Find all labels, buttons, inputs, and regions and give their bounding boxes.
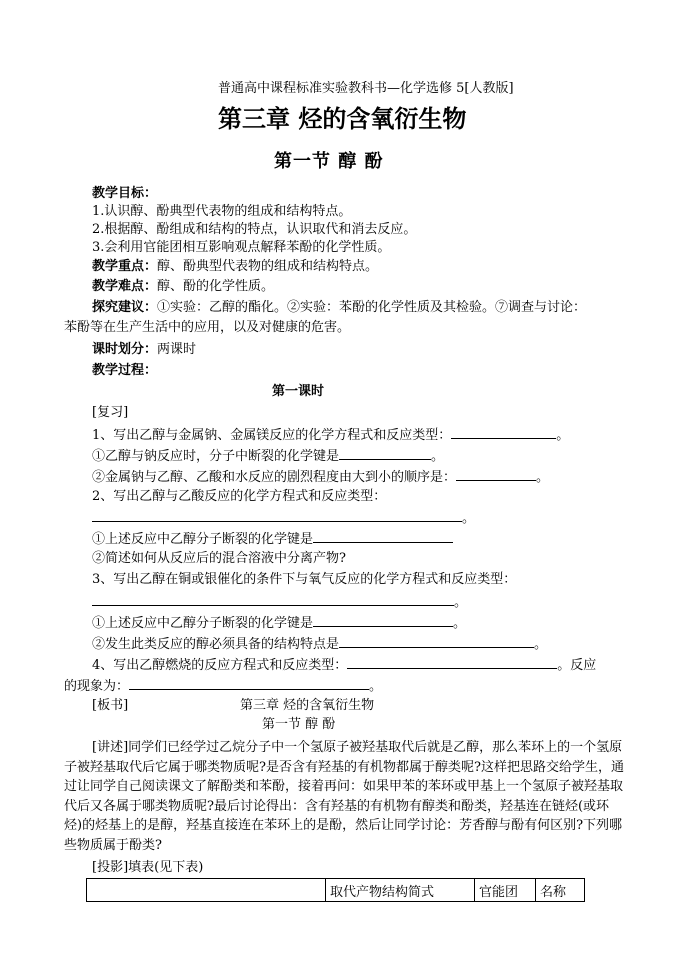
question-3b [92, 634, 547, 653]
lecture-paragraph: [讲述]同学们已经学过乙烷分子中一个氢原子被羟基取代后就是乙醇，那么苯环上的一个氢原子被羟基取代后它属于哪类物质呢?是否含有羟基的有机物都属于醇类呢?这样把思路交给学生，通过让同学自己阅读课文了解酚类和苯酚，接着再问：如果甲苯的苯环或甲基上一个氢原子被羟基取代后又各属于哪类物质呢?最后讨论得出：含有羟基的有机物有醇类和酚类，羟基连在链烃(或环烃)的烃基上的是醇，羟基直接连在苯环上的是酚，然后让同学讨论：芳香醇与酚有何区别?下列哪些物质属于酚类? [64, 740, 624, 853]
difficulty-text: 醇、酚的化学性质。 [157, 279, 275, 294]
question-4-cont-text: 的现象为： [64, 679, 130, 694]
table-header-cell: 官能团 [475, 879, 536, 902]
schedule-line [92, 341, 196, 358]
question-3a [92, 613, 466, 632]
answer-blank [92, 508, 462, 522]
answer-blank [451, 425, 556, 439]
answer-line [92, 508, 475, 527]
period: 。 [536, 470, 550, 485]
goal-item: 2.根据醇、酚组成和结构的特点，认识取代和消去反应。 [92, 222, 417, 237]
board-section: 第一节 醇 酚 [262, 717, 336, 732]
difficulty-label: 教学难点： [92, 279, 158, 294]
period: 。 [454, 595, 468, 610]
inquiry-label: 探究建议： [92, 300, 158, 315]
question-1a-text: ①乙醇与钠反应时，分子中断裂的化学键是 [92, 449, 340, 464]
answer-blank [92, 592, 454, 606]
focus-label: 教学重点： [92, 259, 158, 274]
table-row [87, 879, 585, 902]
question-2a-text: ①上述反应中乙醇分子断裂的化学键是 [92, 532, 314, 547]
answer-blank [313, 613, 453, 627]
fill-in-table [86, 878, 585, 902]
question-4-end: 。反应 [557, 658, 597, 673]
period: 。 [462, 511, 476, 526]
goal-item: 1.认识醇、酚典型代表物的组成和结构特点。 [92, 204, 352, 219]
question-2a [92, 529, 453, 548]
inquiry-line [92, 299, 586, 316]
goal-item: 3.会利用官能团相互影响观点解释苯酚的化学性质。 [92, 240, 391, 255]
question-1b-text: ②金属钠与乙醇、乙酸和水反应的剧烈程度由大到小的顺序是： [92, 470, 457, 485]
difficulty-line [92, 278, 274, 295]
review-label: [复习] [92, 405, 129, 420]
answer-blank [313, 529, 453, 543]
period: 。 [431, 449, 445, 464]
table-header-cell [87, 879, 326, 902]
inquiry-text-cont: 苯酚等在生产生活中的应用，以及对健康的危害。 [64, 320, 351, 335]
answer-blank [339, 446, 431, 460]
question-4-text: 4、写出乙醇燃烧的反应方程式和反应类型： [92, 658, 348, 673]
question-3a-text: ①上述反应中乙醇分子断裂的化学键是 [92, 616, 314, 631]
board-chapter: 第三章 烃的含氧衍生物 [240, 698, 375, 713]
question-1 [92, 425, 569, 444]
answer-line [92, 592, 467, 611]
section-title: 第一节 醇 酚 [274, 151, 384, 172]
period: 。 [369, 679, 383, 694]
schedule-text: 两课时 [157, 342, 197, 357]
lesson-heading: 第一课时 [272, 384, 325, 399]
goals-label: 教学目标： [92, 186, 158, 201]
question-3b-text: ②发生此类反应的醇必须具备的结构特点是 [92, 637, 340, 652]
schedule-label: 课时划分： [92, 342, 158, 357]
question-2b: ②简述如何从反应后的混合溶液中分离产物? [92, 551, 346, 566]
table-header-cell: 名称 [536, 879, 585, 902]
process-label: 教学过程： [92, 363, 158, 378]
inquiry-text: ①实验：乙醇的酯化。②实验：苯酚的化学性质及其检验。⑦调查与讨论： [157, 300, 587, 315]
projection-label: [投影]填表(见下表) [92, 860, 204, 875]
question-4-cont [64, 676, 382, 695]
chapter-title: 第三章 烃的含氧衍生物 [218, 104, 467, 133]
period: 。 [534, 637, 548, 652]
question-2: 2、写出乙醇与乙酸反应的化学方程式和反应类型： [92, 489, 387, 504]
question-1b [92, 467, 549, 486]
answer-blank [456, 467, 536, 481]
period: 。 [556, 428, 570, 443]
question-1a [92, 446, 444, 465]
page-subtitle: 普通高中课程标准实验教科书—化学选修 5[人教版] [218, 81, 514, 96]
board-label: [板书] [92, 698, 129, 713]
answer-blank [339, 634, 534, 648]
focus-line [92, 258, 378, 275]
question-4 [92, 655, 596, 674]
table-header-cell: 取代产物结构简式 [326, 879, 475, 902]
question-1-text: 1、写出乙醇与金属钠、金属镁反应的化学方程式和反应类型： [92, 428, 452, 443]
question-3: 3、写出乙醇在铜或银催化的条件下与氧气反应的化学方程式和反应类型： [92, 572, 517, 587]
period: 。 [453, 616, 467, 631]
answer-blank [129, 676, 369, 690]
focus-text: 醇、酚典型代表物的组成和结构特点。 [157, 259, 379, 274]
answer-blank [347, 655, 557, 669]
